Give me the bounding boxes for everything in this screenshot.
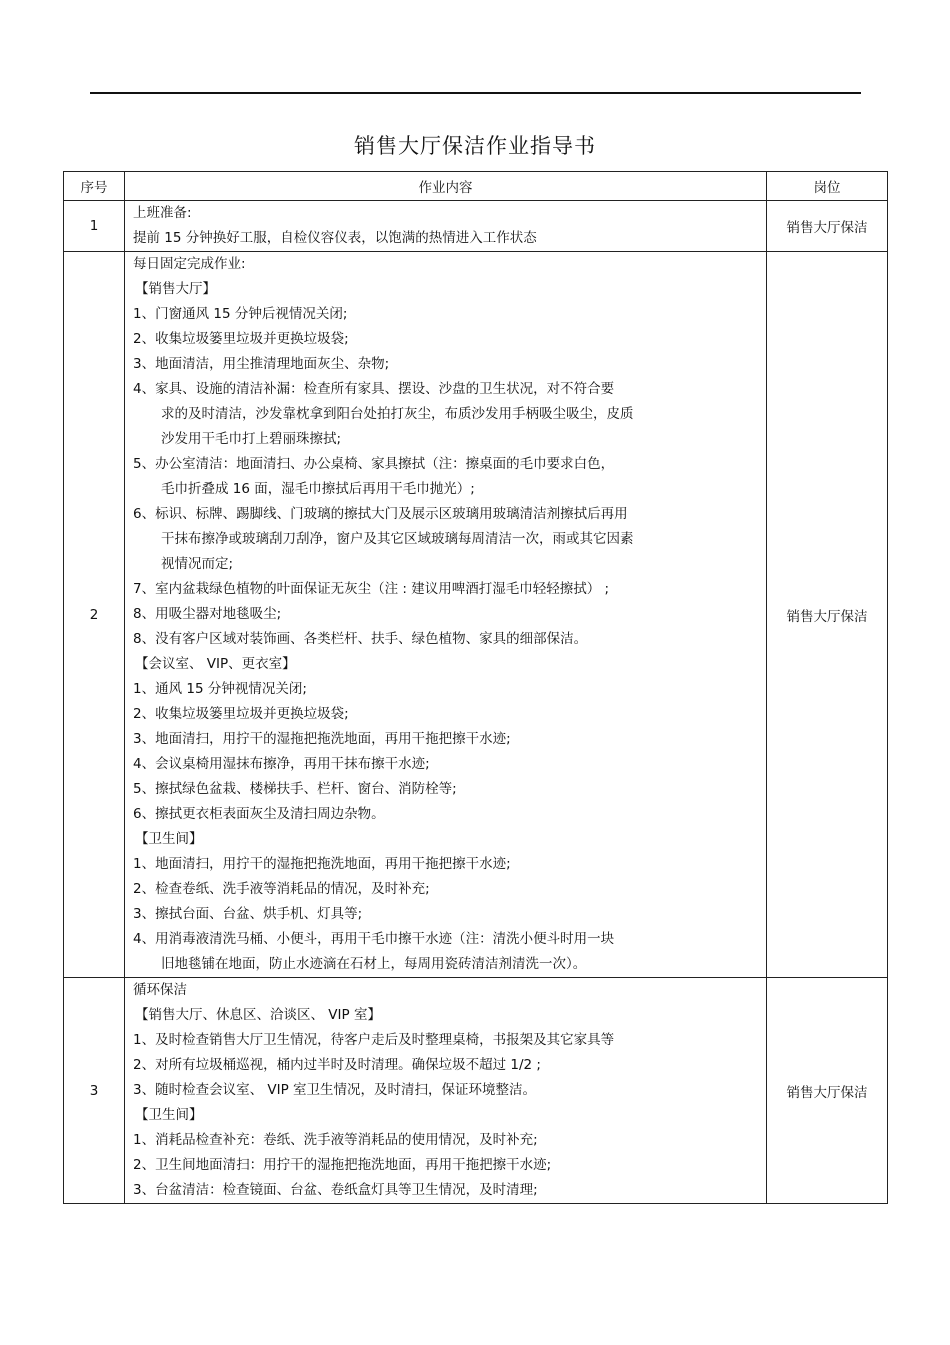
row-post: 销售大厅保洁 [767, 252, 888, 978]
row-content [125, 252, 767, 978]
table-row [64, 252, 888, 978]
content-line: 1、门窗通风 15 分钟后视情况关闭; [133, 306, 348, 322]
content-line: 视情况而定; [161, 556, 234, 572]
row-post: 销售大厅保洁 [767, 978, 888, 1204]
content-line: 毛巾折叠成 16 面，湿毛巾擦拭后再用干毛巾抛光）; [161, 481, 475, 497]
content-line: 提前 15 分钟换好工服，自检仪容仪表，以饱满的热情进入工作状态 [133, 230, 537, 246]
header-rule [90, 92, 861, 94]
work-instruction-table [63, 171, 888, 1204]
row-post: 销售大厅保洁 [767, 201, 888, 252]
header-number: 序号 [64, 172, 125, 201]
content-line: 2、对所有垃圾桶巡视，桶内过半时及时清理。确保垃圾不超过 1/2 ; [133, 1057, 541, 1073]
content-line: 上班准备: [133, 205, 192, 221]
content-line: 循环保洁 [133, 982, 187, 998]
row-number: 3 [64, 978, 125, 1204]
row-content [125, 201, 767, 252]
row-number: 1 [64, 201, 125, 252]
content-line: 2、收集垃圾篓里垃圾并更换垃圾袋; [133, 706, 349, 722]
content-line: 7、室内盆栽绿色植物的叶面保证无灰尘（注 : 建议用啤酒打湿毛巾轻轻擦拭） ; [133, 581, 610, 597]
content-line: 干抹布擦净或玻璃刮刀刮净，窗户及其它区域玻璃每周清洁一次，雨或其它因素 [161, 531, 634, 547]
content-line: 3、地面清扫，用拧干的湿拖把拖洗地面，再用干拖把擦干水迹; [133, 731, 511, 747]
content-line: 8、用吸尘器对地毯吸尘; [133, 606, 282, 622]
content-line: 每日固定完成作业: [133, 256, 246, 272]
content-line: 4、用消毒液清洗马桶、小便斗，再用干毛巾擦干水迹（注：清洗小便斗时用一块 [133, 931, 615, 947]
content-line: 3、随时检查会议室、 VIP 室卫生情况，及时清扫，保证环境整洁。 [133, 1082, 537, 1098]
section-heading: 【销售大厅、休息区、洽谈区、 VIP 室】 [135, 1007, 381, 1023]
content-line: 1、通风 15 分钟视情况关闭; [133, 681, 307, 697]
header-content: 作业内容 [125, 172, 767, 201]
row-number: 2 [64, 252, 125, 978]
content-line: 4、家具、设施的清洁补漏：检查所有家具、摆设、沙盘的卫生状况，对不符合要 [133, 381, 615, 397]
content-line: 1、及时检查销售大厅卫生情况，待客户走后及时整理桌椅，书报架及其它家具等 [133, 1032, 615, 1048]
section-heading: 【会议室、 VIP、更衣室】 [135, 656, 296, 672]
content-line: 1、消耗品检查补充：卷纸、洗手液等消耗品的使用情况，及时补充; [133, 1132, 538, 1148]
row-content [125, 978, 767, 1204]
content-line: 5、擦拭绿色盆栽、楼梯扶手、栏杆、窗台、消防栓等; [133, 781, 457, 797]
document-title: 销售大厅保洁作业指导书 [354, 134, 596, 158]
content-line: 8、没有客户区域对装饰画、各类栏杆、扶手、绿色植物、家具的细部保洁。 [133, 631, 588, 647]
content-line: 2、卫生间地面清扫：用拧干的湿拖把拖洗地面，再用干拖把擦干水迹; [133, 1157, 552, 1173]
section-heading: 【卫生间】 [135, 831, 203, 847]
section-heading: 【卫生间】 [135, 1107, 203, 1123]
header-post: 岗位 [767, 172, 888, 201]
content-line: 2、收集垃圾篓里垃圾并更换垃圾袋; [133, 331, 349, 347]
content-line: 3、台盆清洁：检查镜面、台盆、卷纸盒灯具等卫生情况，及时清理; [133, 1182, 538, 1198]
content-line: 5、办公室清洁：地面清扫、办公桌椅、家具擦拭（注：擦桌面的毛巾要求白色， [133, 456, 615, 472]
content-line: 旧地毯铺在地面，防止水迹滴在石材上，每周用瓷砖清洁剂清洗一次）。 [161, 956, 587, 972]
table-row [64, 978, 888, 1204]
content-line: 6、擦拭更衣柜表面灰尘及清扫周边杂物。 [133, 806, 385, 822]
table-row [64, 201, 888, 252]
table-header-row [64, 172, 888, 201]
content-line: 3、擦拭台面、台盆、烘手机、灯具等; [133, 906, 363, 922]
content-line: 6、标识、标牌、踢脚线、门玻璃的擦拭大门及展示区玻璃用玻璃清洁剂擦拭后再用 [133, 506, 628, 522]
section-heading: 【销售大厅】 [135, 281, 216, 297]
content-line: 求的及时清洁，沙发靠枕拿到阳台处拍打灰尘，布质沙发用手柄吸尘吸尘，皮质 [161, 406, 634, 422]
content-line: 4、会议桌椅用湿抹布擦净，再用干抹布擦干水迹; [133, 756, 430, 772]
content-line: 3、地面清洁，用尘推清理地面灰尘、杂物; [133, 356, 390, 372]
content-line: 2、检查卷纸、洗手液等消耗品的情况，及时补充; [133, 881, 430, 897]
content-line: 沙发用干毛巾打上碧丽珠擦拭; [161, 431, 342, 447]
content-line: 1、地面清扫，用拧干的湿拖把拖洗地面，再用干拖把擦干水迹; [133, 856, 511, 872]
